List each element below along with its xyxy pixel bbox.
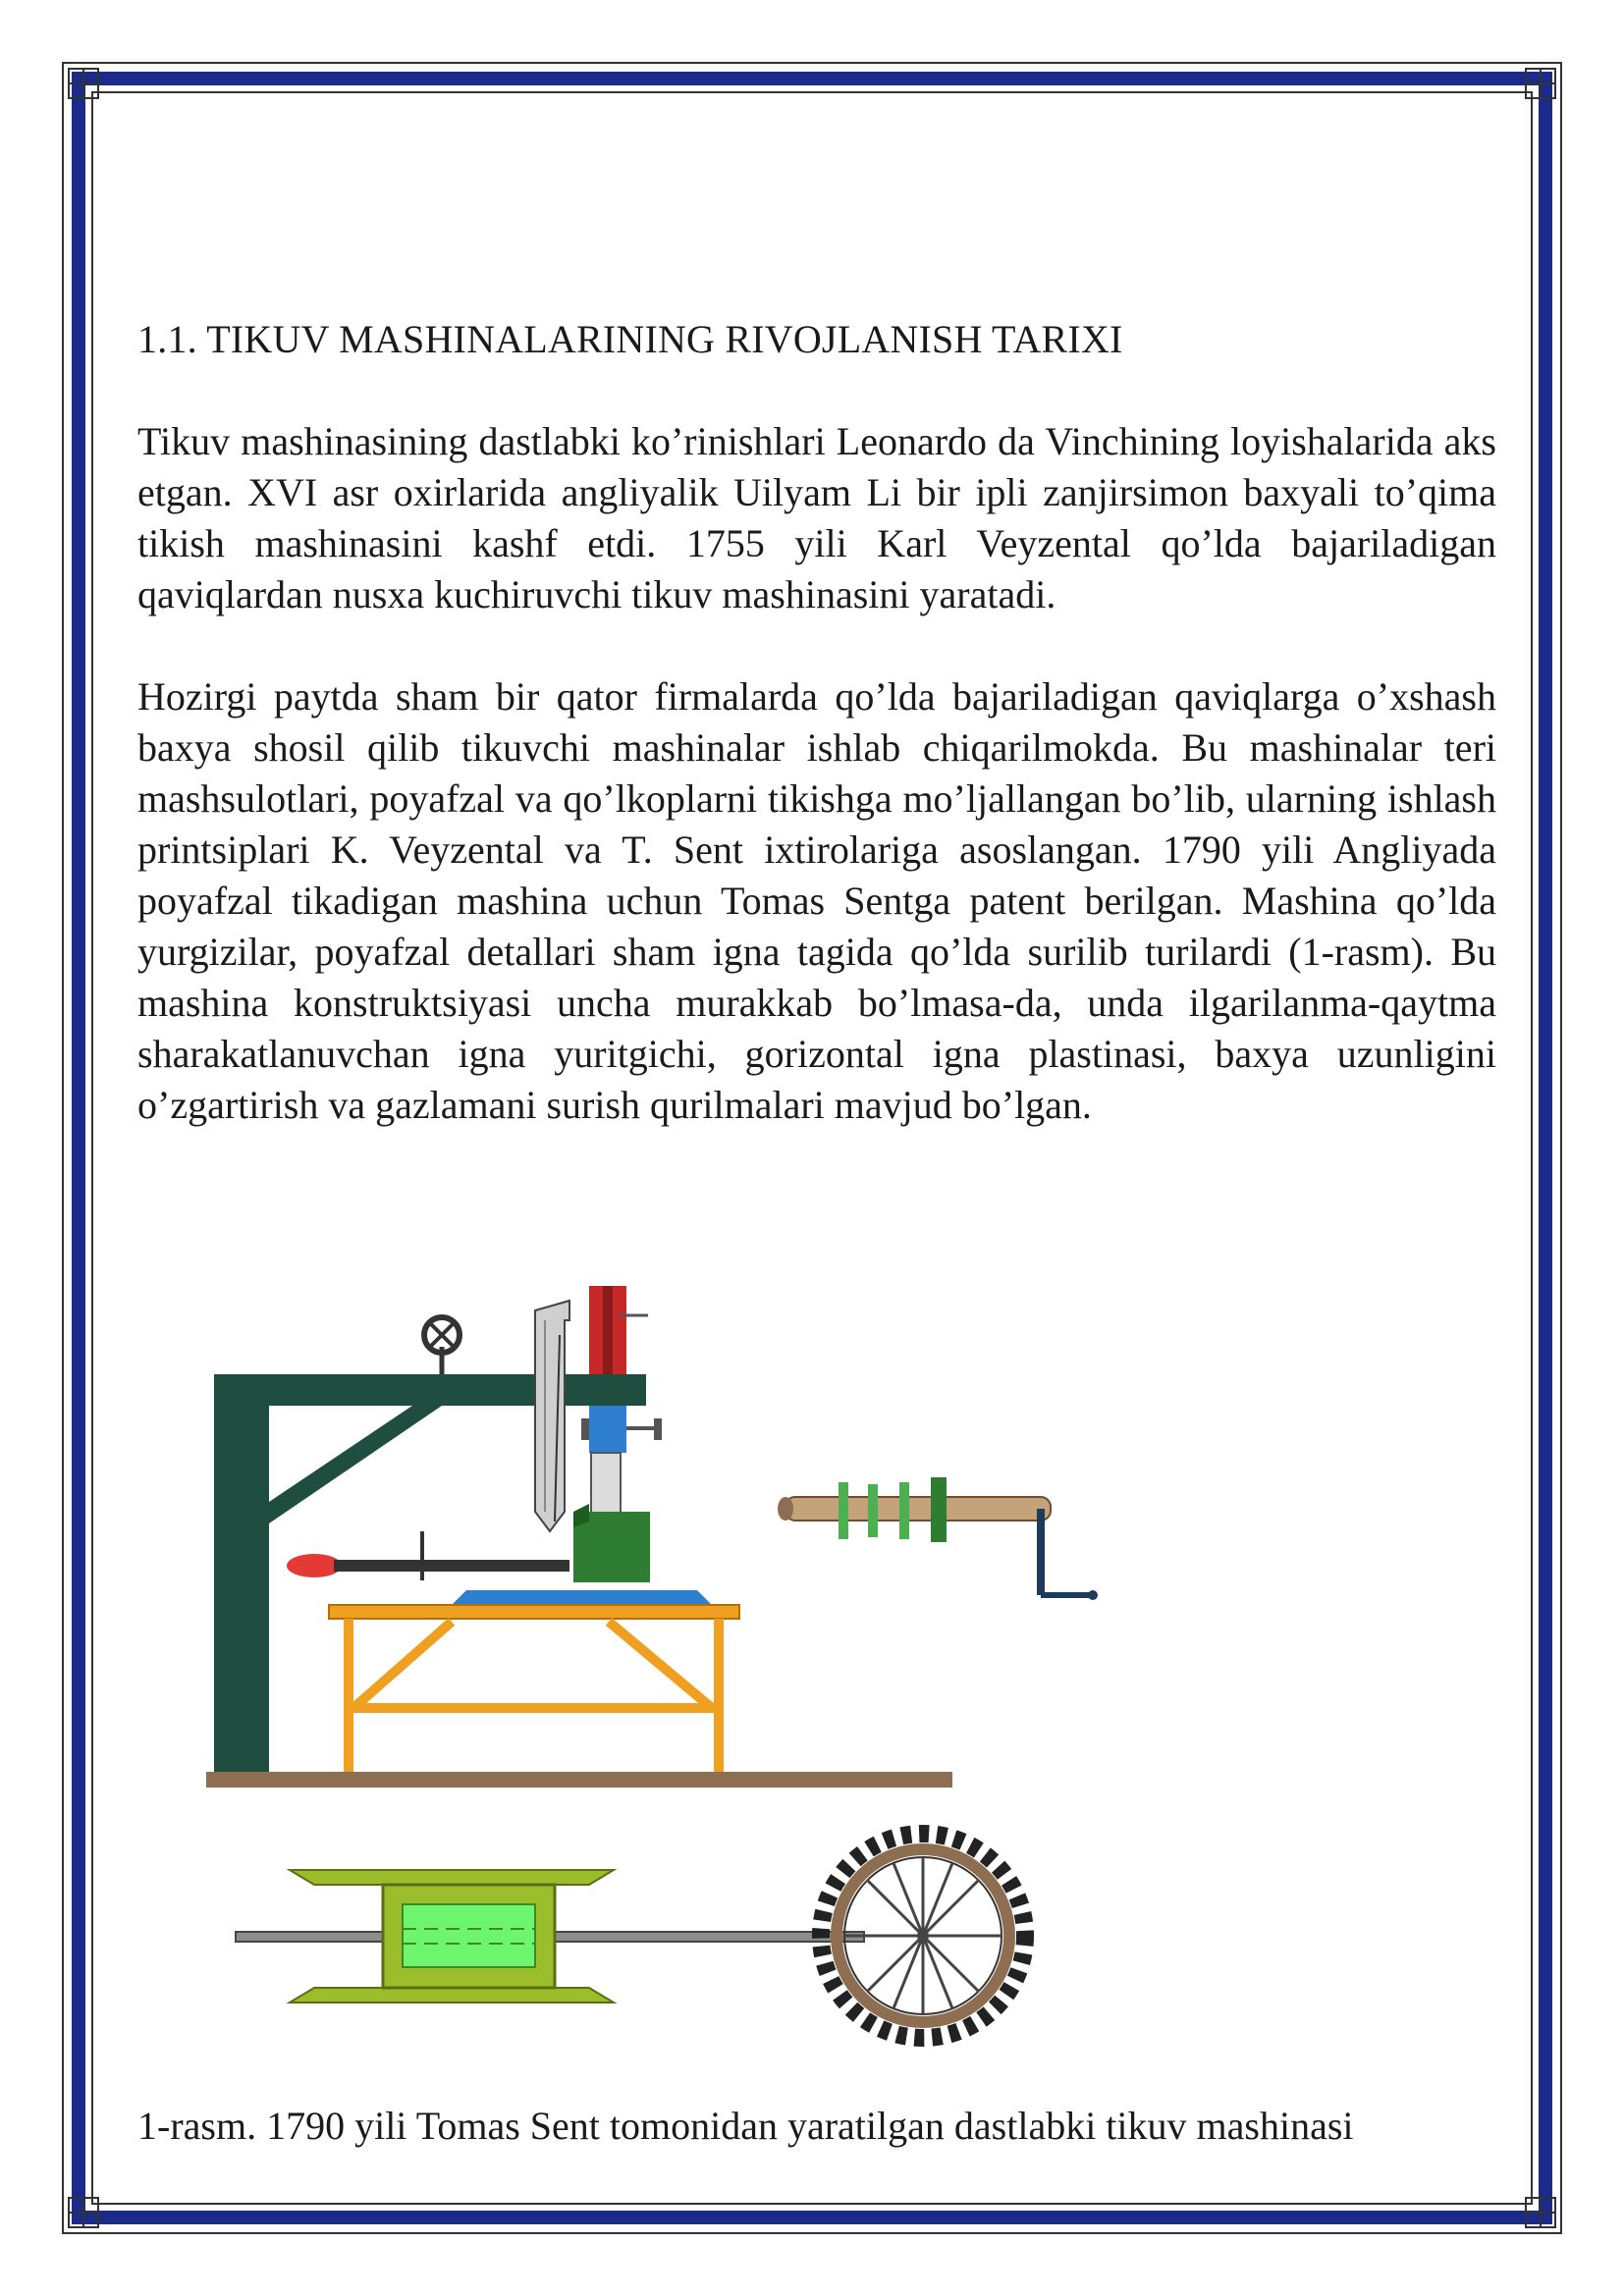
feed-handle xyxy=(287,1531,569,1580)
frame-arm xyxy=(214,1374,646,1406)
feed-wheel-icon xyxy=(821,1834,1025,2038)
handwheel-icon xyxy=(424,1317,460,1374)
work-table xyxy=(329,1605,739,1619)
frame-brace xyxy=(269,1406,442,1523)
frame-post xyxy=(214,1379,269,1772)
figure-caption: 1-rasm. 1790 yili Tomas Sent tomonidan yaratilgan dastlabki tikuv mashinasi xyxy=(137,2104,1354,2148)
awl-blade xyxy=(535,1301,569,1531)
needle-plate xyxy=(452,1590,712,1605)
needle-column xyxy=(589,1406,626,1453)
document-body xyxy=(137,314,1496,1182)
paragraph-history-intro: Tikuv mashinasining dastlabki ko’rinishlari Leonardo da Vinchining loyishalarida aks etgan. XVI asr oxirlarida angliyalik Uilyam Li bir ipli zanjirsimon baxyali to’qima tikish mashinasini kashf etdi. 1755 yili Karl Veyzental qo’lda bajariladigan qaviqlardan nusxa kuchiruvchi tikuv mashinasini yaratadi. xyxy=(137,419,1496,616)
paragraph-modern-machines: Hozirgi paytda sham bir qator firmalarda qo’lda bajariladigan qaviqlarga o’xshash baxya shosil qilib tikuvchi mashinalar ishlab chiqarilmokda. Bu mashinalar teri mashsulotlari, poyafzal va qo’lkoplarni tikishga mo’ljallangan bo’lib, ularning ishlash printsiplari K. Veyzental va T. Sent ixtirolariga asoslangan. 1790 yili Angliyada poyafzal tikadigan mashina uchun Tomas Sentga patent berilgan. Mashina qo’lda yurgizilar, poyafzal detallari sham igna tagida qo’lda surilib turilardi (1-rasm). Bu mashina konstruktsiyasi uncha murakkab bo’lmasa-da, unda ilgarilanma-qaytma sharakatlanuvchan igna yuritgichi, gorizontal igna plastinasi, baxya uzunligini o’zgartirish va gazlamani surish qurilmalari mavjud bo’lgan. xyxy=(137,674,1496,1127)
section-title: 1.1. TIKUV MASHINALARINING RIVOJLANISH TARIXI xyxy=(137,317,1123,361)
feed-bed-assembly xyxy=(236,1870,864,2002)
sewing-machine-illustration xyxy=(196,1276,1218,2081)
crank-shaft xyxy=(778,1477,1098,1600)
machine-base xyxy=(206,1772,952,1788)
